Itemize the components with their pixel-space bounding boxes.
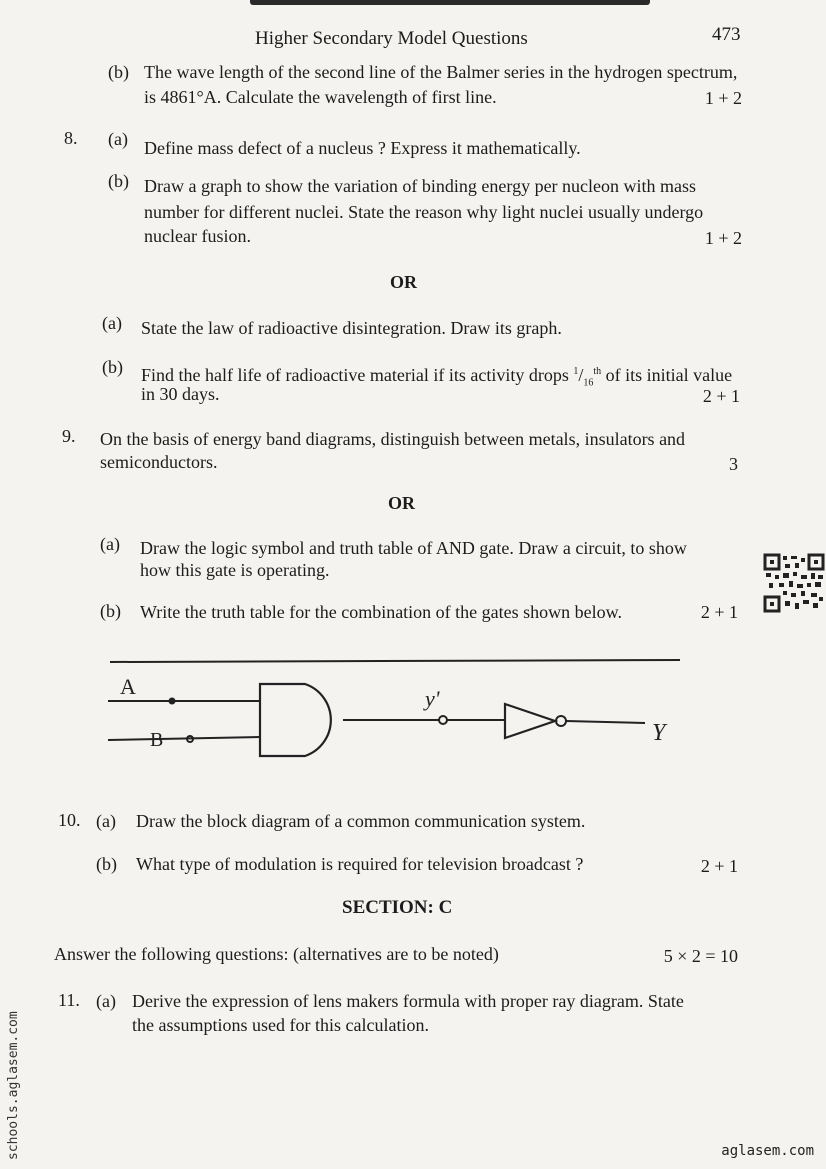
q9-number: 9.: [62, 426, 76, 446]
q8-alt-b-frac-num: 1: [573, 366, 579, 377]
q8b-line1: Draw a graph to show the variation of binding energy per nucleon with mass: [144, 176, 697, 196]
input-b-wire: [108, 737, 260, 740]
q8-number: 8.: [64, 128, 78, 148]
q9-alt-b-text: Write the truth table for the combination of the gates shown below.: [140, 602, 622, 622]
q9-alt-a-line1: Draw the logic symbol and truth table of AND gate. Draw a circuit, to show: [140, 538, 687, 558]
q8a-label: (a): [108, 129, 128, 149]
q11-number: 11.: [58, 990, 80, 1010]
q9-marks: 3: [729, 454, 738, 474]
page-header-title: Higher Secondary Model Questions: [255, 28, 528, 49]
q8-alt-b-pre: Find the half life of radioactive material if its activity drops: [141, 365, 574, 385]
q8-alt-a-label: (a): [102, 313, 122, 333]
q8a-text: Define mass defect of a nucleus ? Express it mathematically.: [144, 138, 581, 158]
label-y: Y: [652, 720, 666, 746]
q8-or: OR: [390, 272, 417, 292]
q8-alt-b-post: of its initial value: [601, 365, 733, 385]
q10a-label: (a): [96, 811, 116, 831]
q7b-label: (b): [108, 62, 129, 82]
section-c-instruction: Answer the following questions: (alternatives are to be noted): [54, 944, 499, 964]
q9-alt-marks: 2 + 1: [700, 602, 738, 622]
bottom-watermark: aglasem.com: [721, 1143, 814, 1159]
q8b-marks: 1 + 2: [704, 228, 742, 248]
label-y-prime: y': [425, 686, 440, 711]
q10a-text: Draw the block diagram of a common communication system.: [136, 811, 586, 831]
q7b-marks: 1 + 2: [704, 88, 742, 108]
top-edge-rule: [250, 0, 650, 5]
qr-code: [763, 553, 825, 613]
section-c-title: SECTION: C: [342, 897, 453, 918]
q8-alt-b-line1: Find the half life of radioactive material if its activity drops $^1/_{16}^{th}$ of its initial value: [141, 365, 733, 389]
page-number: 473: [712, 24, 741, 45]
q9-line1: On the basis of energy band diagrams, distinguish between metals, insulators and: [100, 429, 686, 449]
and-gate-symbol: [260, 684, 331, 756]
q10-marks: 2 + 1: [700, 856, 738, 876]
q8-alt-b-sup: th: [593, 366, 602, 377]
q9-alt-b-label: (b): [100, 601, 121, 621]
q8b-label: (b): [108, 171, 129, 191]
q11a-label: (a): [96, 991, 116, 1011]
diagram-top-rule: [110, 660, 680, 662]
q8-alt-marks: 2 + 1: [702, 386, 740, 406]
q10b-label: (b): [96, 854, 117, 874]
q8-alt-b-line2: in 30 days.: [141, 384, 220, 404]
q7b-line2: is 4861°A. Calculate the wavelength of first line.: [144, 87, 497, 107]
q11a-line1: Derive the expression of lens makers formula with proper ray diagram. State: [132, 991, 684, 1011]
logic-circuit-diagram: [100, 648, 700, 760]
q8b-line3: nuclear fusion.: [144, 226, 251, 246]
q11a-line2: the assumptions used for this calculation.: [132, 1015, 429, 1035]
side-watermark: schools.aglasem.com: [6, 1011, 21, 1160]
q10-number: 10.: [58, 810, 81, 830]
q9-line2: semiconductors.: [100, 452, 218, 472]
q8-alt-b-frac-den: 16: [583, 377, 594, 389]
input-a-node: [169, 698, 176, 705]
q7b-line1: The wave length of the second line of the Balmer series in the hydrogen spectrum,: [144, 62, 738, 82]
q8-alt-b-label: (b): [102, 357, 123, 377]
q8b-line2: number for different nuclei. State the reason why light nuclei usually undergo: [144, 202, 704, 222]
output-wire: [566, 721, 645, 723]
label-a: A: [120, 674, 136, 699]
q10b-text: What type of modulation is required for television broadcast ?: [136, 854, 584, 874]
q9-alt-a-label: (a): [100, 534, 120, 554]
q9-or: OR: [388, 493, 415, 513]
q9-alt-a-line2: how this gate is operating.: [140, 560, 330, 580]
not-gate-symbol: [505, 704, 555, 738]
q8-alt-a-text: State the law of radioactive disintegration. Draw its graph.: [141, 318, 562, 338]
section-c-marks: 5 × 2 = 10: [663, 946, 738, 966]
label-b: B: [150, 729, 164, 751]
y-prime-node: [439, 716, 447, 724]
